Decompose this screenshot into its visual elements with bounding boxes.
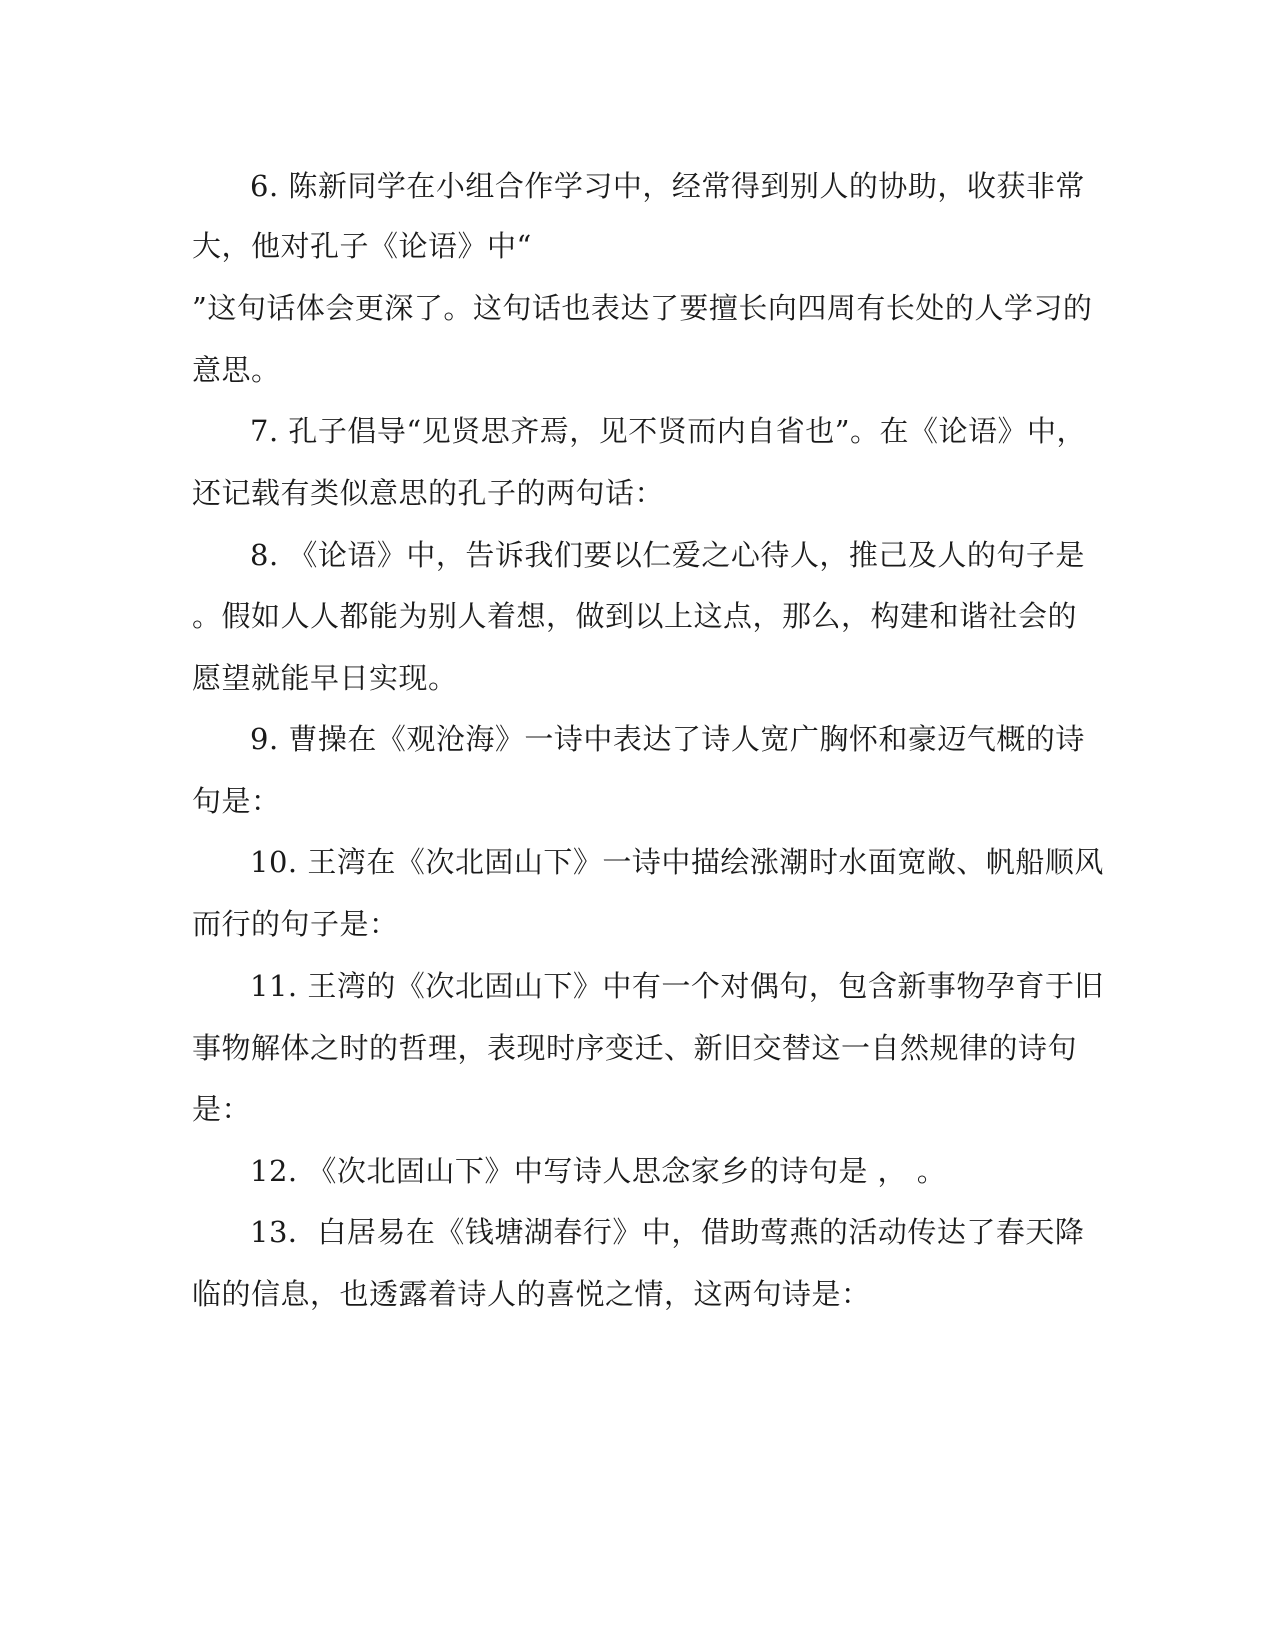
q7-line-2: 还记载有类似意思的孔子的两句话：	[192, 476, 665, 510]
q7-line-1: 7. 孔子倡导“见贤思齐焉，见不贤而内自省也”。在《论语》中，	[250, 414, 1087, 448]
q10-line-1: 10. 王湾在《次北固山下》一诗中描绘涨潮时水面宽敞、帆船顺风	[250, 845, 1104, 879]
q6-line-3: ”这句话体会更深了。这句话也表达了要擅长向四周有长处的人学习的	[192, 291, 1093, 325]
q6-line-2: 大，他对孔子《论语》中“	[192, 229, 532, 263]
q11-line-3: 是：	[192, 1092, 252, 1126]
q8-line-2: 。假如人人都能为别人着想，做到以上这点，那么，构建和谐社会的	[192, 599, 1078, 633]
q13-line-1: 13．白居易在《钱塘湖春行》中，借助莺燕的活动传达了春天降	[250, 1215, 1085, 1249]
q6-line-1: 6. 陈新同学在小组合作学习中，经常得到别人的协助，收获非常	[250, 169, 1085, 203]
q9-line-2: 句是：	[192, 784, 281, 818]
q10-line-2: 而行的句子是：	[192, 907, 399, 941]
q11-line-1: 11. 王湾的《次北固山下》中有一个对偶句，包含新事物孕育于旧	[250, 969, 1104, 1003]
q13-line-2: 临的信息，也透露着诗人的喜悦之情，这两句诗是：	[192, 1277, 871, 1311]
q11-line-2: 事物解体之时的哲理，表现时序变迁、新旧交替这一自然规律的诗句	[192, 1031, 1078, 1065]
q8-line-1: 8. 《论语》中，告诉我们要以仁爱之心待人，推己及人的句子是	[250, 538, 1085, 572]
q8-line-3: 愿望就能早日实现。	[192, 661, 458, 695]
q12-line-1: 12. 《次北固山下》中写诗人思念家乡的诗句是 ， 。	[250, 1154, 947, 1188]
q6-line-4: 意思。	[192, 353, 281, 387]
q9-line-1: 9. 曹操在《观沧海》一诗中表达了诗人宽广胸怀和豪迈气概的诗	[250, 722, 1085, 756]
